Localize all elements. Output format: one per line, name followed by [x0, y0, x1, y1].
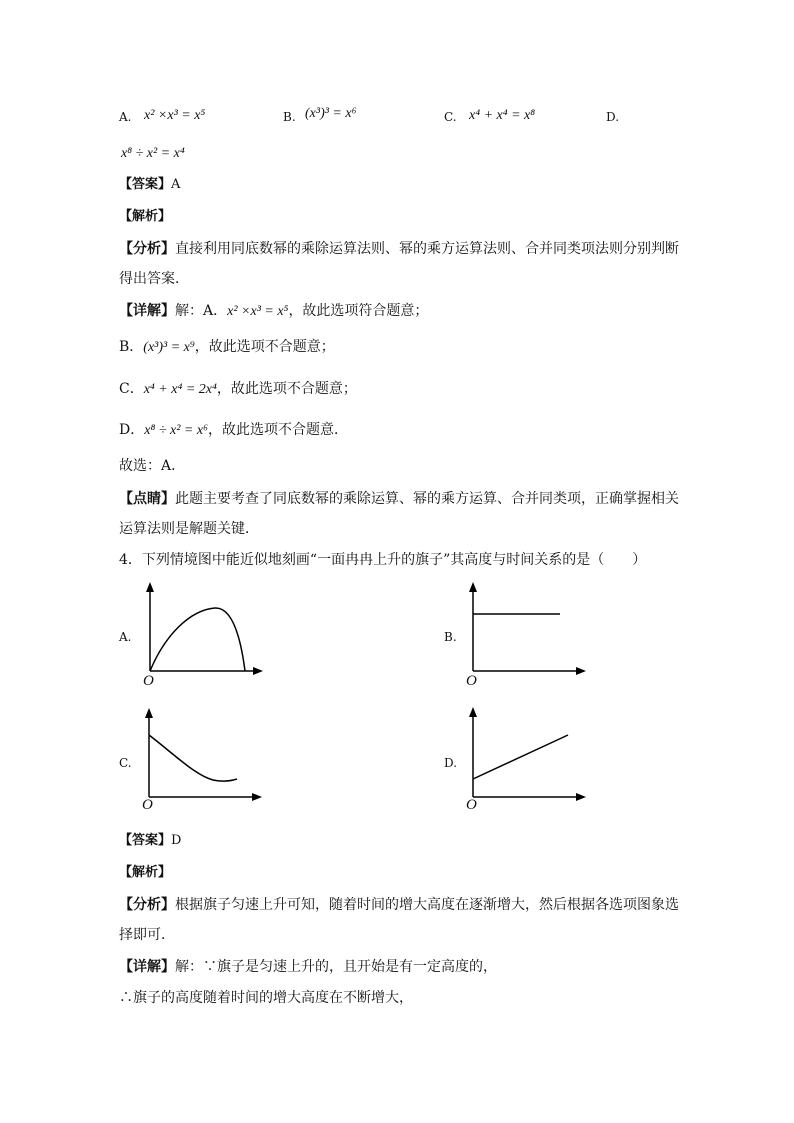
graph-b-y-arrow	[469, 582, 477, 592]
graph-c	[135, 705, 270, 810]
q3-fenxi-line-1	[119, 240, 679, 258]
graph-b	[460, 580, 595, 690]
xiangjie-b-prefix: B．	[119, 339, 144, 355]
q3-option-d-math: x⁸ ÷ x² = x⁴	[121, 146, 185, 161]
q3-dianjing-line-2: 运算法则是解题关键．	[119, 521, 259, 537]
xiangjie-c-suffix: ，故此选项不合题意；	[216, 381, 357, 397]
graph-b-x-arrow	[576, 667, 586, 675]
xiangjie-text: 解：∵旗子是匀速上升的，且开始是有一定高度的，	[175, 959, 497, 975]
answer-label: 【答案】	[119, 177, 172, 192]
fenxi-text: 根据旗子匀速上升可知，随着时间的增大高度在逐渐增大，然后根据各选项图象选	[175, 897, 679, 913]
q3-option-c-label: C.	[444, 110, 457, 124]
graph-d-origin: O	[466, 797, 477, 813]
answer-value: D	[171, 833, 182, 848]
dianjing-text: 此题主要考查了同底数幂的乘除运算、幂的乘方运算、合并同类项，正确掌握相关	[175, 491, 679, 507]
q3-option-b-label: B.	[283, 110, 296, 124]
graph-a-y-arrow	[146, 582, 154, 592]
q3-xiangjie-d	[119, 421, 348, 440]
graph-c-x-arrow	[252, 793, 262, 801]
xiangjie-c-math: x⁴ + x⁴ = 2x⁴	[143, 382, 217, 397]
xiangjie-label: 【详解】	[119, 959, 175, 975]
xiangjie-a-math: x² ×x³ = x⁵	[227, 304, 289, 319]
q3-option-c-math: x⁴ + x⁴ = x⁸	[469, 108, 536, 123]
q3-xiangjie-a	[119, 302, 428, 321]
graph-d-line	[473, 735, 568, 779]
q4-analysis-heading	[119, 864, 171, 882]
q4-xiangjie-line-1	[119, 958, 497, 976]
q3-option-a-math: x² ×x³ = x⁵	[144, 108, 206, 123]
dianjing-label: 【点睛】	[119, 491, 175, 507]
graph-c-curve	[149, 735, 237, 781]
q4-question: 4．下列情境图中能近似地刻画“一面冉冉上升的旗子”其高度与时间关系的是（ ）	[119, 552, 647, 568]
q3-option-a-label: A.	[119, 110, 132, 124]
graph-a-origin: O	[143, 673, 154, 689]
graph-d	[460, 703, 595, 808]
q3-answer	[119, 176, 180, 194]
q3-analysis-heading	[119, 208, 171, 226]
q4-fenxi-line-1	[119, 896, 679, 914]
q3-option-b-math: (x³)³ = x⁶	[305, 106, 357, 121]
graph-d-x-arrow	[576, 793, 586, 801]
graph-b-label: B.	[444, 630, 457, 644]
xiangjie-b-math: (x³)³ = x⁹	[143, 340, 195, 355]
analysis-label: 【解析】	[119, 865, 172, 880]
graph-c-y-arrow	[145, 708, 153, 718]
xiangjie-d-prefix: D．	[119, 422, 145, 438]
fenxi-label: 【分析】	[119, 241, 175, 257]
graph-d-label: D.	[444, 756, 458, 770]
analysis-label: 【解析】	[119, 209, 172, 224]
q3-fenxi-line-2: 得出答案．	[119, 271, 189, 287]
graph-b-origin: O	[466, 673, 477, 689]
xiangjie-label: 【详解】	[119, 303, 175, 319]
xiangjie-d-math: x⁸ ÷ x² = x⁶	[144, 423, 208, 438]
graph-a-curve	[150, 608, 245, 671]
q3-dianjing-line-1	[119, 490, 679, 508]
q3-xiangjie-c	[119, 380, 357, 399]
xiangjie-a-prefix: 解：A．	[175, 303, 228, 319]
xiangjie-c-prefix: C．	[119, 381, 144, 397]
q4-xiangjie-line-2: ∴旗子的高度随着时间的增大高度在不断增大，	[119, 990, 413, 1006]
q3-xiangjie-b	[119, 338, 335, 357]
answer-value: A	[171, 177, 181, 192]
q4-answer	[119, 832, 181, 850]
graph-a-x-arrow	[253, 667, 263, 675]
q3-option-d-label: D.	[606, 110, 620, 124]
xiangjie-d-suffix: ，故此选项不合题意．	[207, 422, 348, 438]
q3-guxuan: 故选：A．	[119, 458, 186, 474]
graph-d-y-arrow	[469, 707, 477, 717]
xiangjie-a-suffix: ，故此选项符合题意；	[288, 303, 429, 319]
graph-a-label: A.	[119, 630, 132, 644]
xiangjie-b-suffix: ，故此选项不合题意；	[194, 339, 335, 355]
answer-label: 【答案】	[119, 833, 172, 848]
fenxi-text: 直接利用同底数幂的乘除运算法则、幂的乘方运算法则、合并同类项法则分别判断	[175, 241, 679, 257]
graph-c-label: C.	[119, 756, 132, 770]
graph-a	[135, 580, 270, 690]
graph-c-origin: O	[142, 797, 153, 813]
fenxi-label: 【分析】	[119, 897, 175, 913]
q4-fenxi-line-2: 择即可．	[119, 927, 175, 943]
